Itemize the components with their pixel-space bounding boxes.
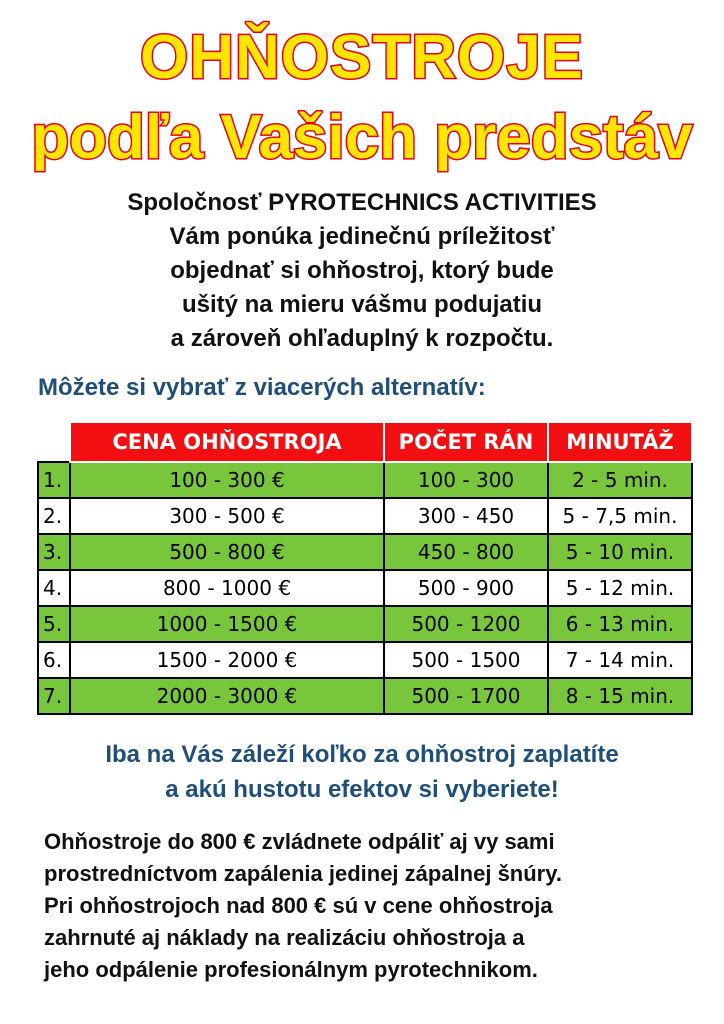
cell-minutaz: 5 - 10 min. xyxy=(548,534,692,570)
table-row xyxy=(38,642,692,678)
title-line-1: OHŇOSTROJE xyxy=(139,23,585,92)
note-line: Pri ohňostrojoch nad 800 € sú v cene ohňostroja xyxy=(44,893,553,918)
cell-cena: 1000 - 1500 € xyxy=(70,606,384,642)
cell-pocet: 500 - 1200 xyxy=(384,606,548,642)
row-number: 3. xyxy=(38,534,70,570)
intro-paragraph xyxy=(0,186,724,356)
cell-cena: 100 - 300 € xyxy=(70,462,384,498)
closing-statement xyxy=(0,737,724,807)
intro-line: ušitý na mieru vášmu podujatiu xyxy=(181,291,543,318)
intro-line: Spoločnosť PYROTECHNICS ACTIVITIES xyxy=(127,189,597,216)
note-line: jeho odpálenie profesionálnym pyrotechnikom. xyxy=(44,957,538,982)
header-pocet: POČET RÁN xyxy=(384,422,548,462)
table-row xyxy=(38,498,692,534)
row-number: 6. xyxy=(38,642,70,678)
closing-line: a akú hustotu efektov si vyberiete! xyxy=(165,776,559,803)
header-blank-cell xyxy=(38,422,70,462)
header-minutaz: MINUTÁŽ xyxy=(548,422,692,462)
table-row xyxy=(38,534,692,570)
table-header-row xyxy=(38,422,692,462)
table-row xyxy=(38,462,692,498)
cell-minutaz: 2 - 5 min. xyxy=(548,462,692,498)
cell-minutaz: 8 - 15 min. xyxy=(548,678,692,714)
table-row xyxy=(38,570,692,606)
table-row xyxy=(38,606,692,642)
note-line: zahrnuté aj náklady na realizáciu ohňostroja a xyxy=(44,925,525,950)
cell-minutaz: 6 - 13 min. xyxy=(548,606,692,642)
cell-cena: 300 - 500 € xyxy=(70,498,384,534)
intro-line: a zároveň ohľaduplný k rozpočtu. xyxy=(170,325,554,352)
note-line: Ohňostroje do 800 € zvládnete odpáliť aj vy sami xyxy=(44,829,555,854)
row-number: 2. xyxy=(38,498,70,534)
header-cena: CENA OHŇOSTROJA xyxy=(70,422,384,462)
row-number: 5. xyxy=(38,606,70,642)
cell-pocet: 300 - 450 xyxy=(384,498,548,534)
row-number: 4. xyxy=(38,570,70,606)
cell-cena: 500 - 800 € xyxy=(70,534,384,570)
info-note xyxy=(44,826,562,986)
cell-cena: 2000 - 3000 € xyxy=(70,678,384,714)
cell-pocet: 450 - 800 xyxy=(384,534,548,570)
table-row xyxy=(38,678,692,714)
title-line-2: podľa Vašich predstáv xyxy=(31,103,693,172)
note-line: prostredníctvom zapálenia jedinej zápalnej šnúry. xyxy=(44,861,562,886)
cell-pocet: 500 - 900 xyxy=(384,570,548,606)
row-number: 7. xyxy=(38,678,70,714)
intro-line: Vám ponúka jedinečnú príležitosť xyxy=(169,223,555,250)
cell-cena: 800 - 1000 € xyxy=(70,570,384,606)
cell-pocet: 100 - 300 xyxy=(384,462,548,498)
cell-minutaz: 5 - 7,5 min. xyxy=(548,498,692,534)
row-number: 1. xyxy=(38,462,70,498)
alternatives-heading: Môžete si vybrať z viacerých alternatív: xyxy=(38,374,486,401)
closing-line: Iba na Vás záleží koľko za ohňostroj zaplatíte xyxy=(105,741,619,768)
cell-pocet: 500 - 1500 xyxy=(384,642,548,678)
price-table xyxy=(37,421,693,715)
intro-line: objednať si ohňostroj, ktorý bude xyxy=(170,257,554,284)
cell-minutaz: 5 - 12 min. xyxy=(548,570,692,606)
cell-cena: 1500 - 2000 € xyxy=(70,642,384,678)
cell-minutaz: 7 - 14 min. xyxy=(548,642,692,678)
cell-pocet: 500 - 1700 xyxy=(384,678,548,714)
